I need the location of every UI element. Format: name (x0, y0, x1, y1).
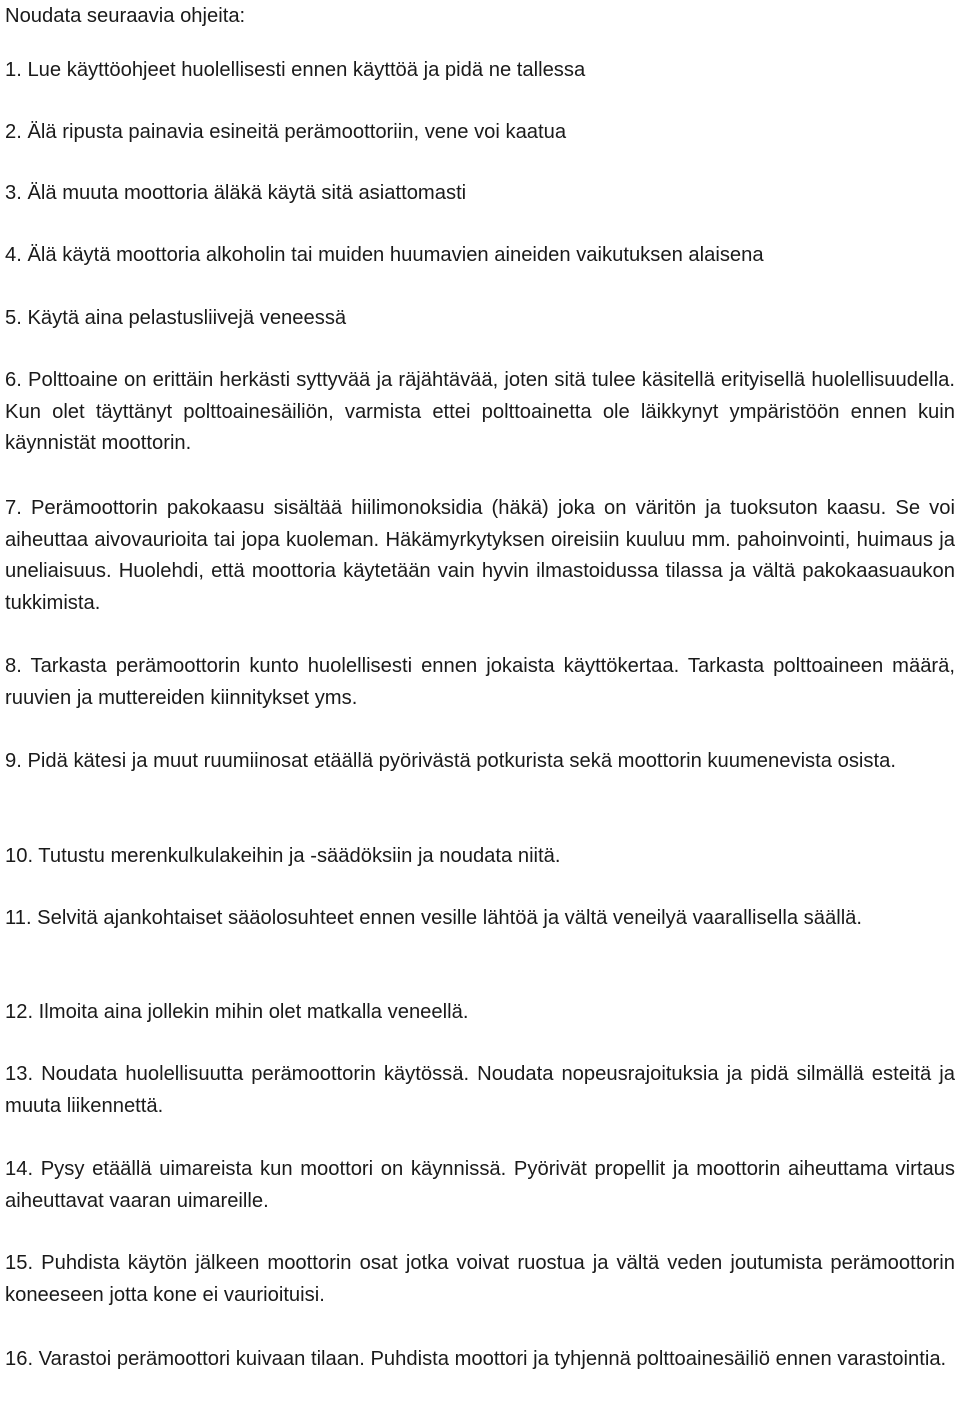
instruction-item-10: 10. Tutustu merenkulkulakeihin ja -säädöksiin ja noudata niitä. (5, 845, 561, 867)
instruction-item-16: 16. Varastoi perämoottori kuivaan tilaan. Puhdista moottori ja tyhjennä polttoainesäiliö ennen varastointia. (5, 1348, 947, 1370)
instruction-item-6: 6. Polttoaine on erittäin herkästi syttyvää ja räjähtävää, joten sitä tulee käsitellä erityisellä huolellisuudella. Kun olet täyttänyt polttoainesäiliön, varmista ettei polttoainetta ole läikkynyt ympäristöön ennen kuin käynnistät moottorin. (5, 369, 955, 454)
instruction-item-4: 4. Älä käytä moottoria alkoholin tai muiden huumavien aineiden vaikutuksen alaisena (5, 244, 764, 266)
instruction-item-11: 11. Selvitä ajankohtaiset sääolosuhteet ennen vesille lähtöä ja vältä veneilyä vaarallisella säällä. (5, 907, 863, 929)
instruction-item-9: 9. Pidä kätesi ja muut ruumiinosat etäällä pyörivästä potkurista sekä moottorin kuumenevista osista. (5, 750, 896, 772)
instruction-item-8: 8. Tarkasta perämoottorin kunto huolellisesti ennen jokaista käyttökertaa. Tarkasta polttoaineen määrä, ruuvien ja muttereiden kiinnitykset yms. (5, 655, 955, 709)
instruction-item-3: 3. Älä muuta moottoria äläkä käytä sitä asiattomasti (5, 182, 467, 204)
document-heading: Noudata seuraavia ohjeita: (5, 5, 246, 27)
instruction-item-14: 14. Pysy etäällä uimareista kun moottori on käynnissä. Pyörivät propellit ja moottorin aiheuttama virtaus aiheuttavat vaaran uimareille. (5, 1158, 955, 1212)
instruction-item-1: 1. Lue käyttöohjeet huolellisesti ennen käyttöä ja pidä ne tallessa (5, 59, 586, 81)
instruction-item-13: 13. Noudata huolellisuutta perämoottorin käytössä. Noudata nopeusrajoituksia ja pidä silmällä esteitä ja muuta liikennettä. (5, 1063, 955, 1117)
instruction-item-2: 2. Älä ripusta painavia esineitä perämoottoriin, vene voi kaatua (5, 121, 567, 143)
instruction-item-12: 12. Ilmoita aina jollekin mihin olet matkalla veneellä. (5, 1001, 469, 1023)
instruction-item-5: 5. Käytä aina pelastusliivejä veneessä (5, 307, 347, 329)
instruction-item-15: 15. Puhdista käytön jälkeen moottorin osat jotka voivat ruostua ja vältä veden joutumista perämoottorin koneeseen jotta kone ei vaurioituisi. (5, 1252, 955, 1306)
instruction-item-7: 7. Perämoottorin pakokaasu sisältää hiilimonoksidia (häkä) joka on väritön ja tuoksuton kaasu. Se voi aiheuttaa aivovaurioita tai jopa kuoleman. Häkämyrkytyksen oireisiin kuuluu mm. pahoinvointi, huimaus ja uneliaisuus. Huolehdi, että moottoria käytetään vain hyvin ilmastoidussa tilassa ja vältä pakokaasuaukon tukkimista. (5, 497, 955, 614)
